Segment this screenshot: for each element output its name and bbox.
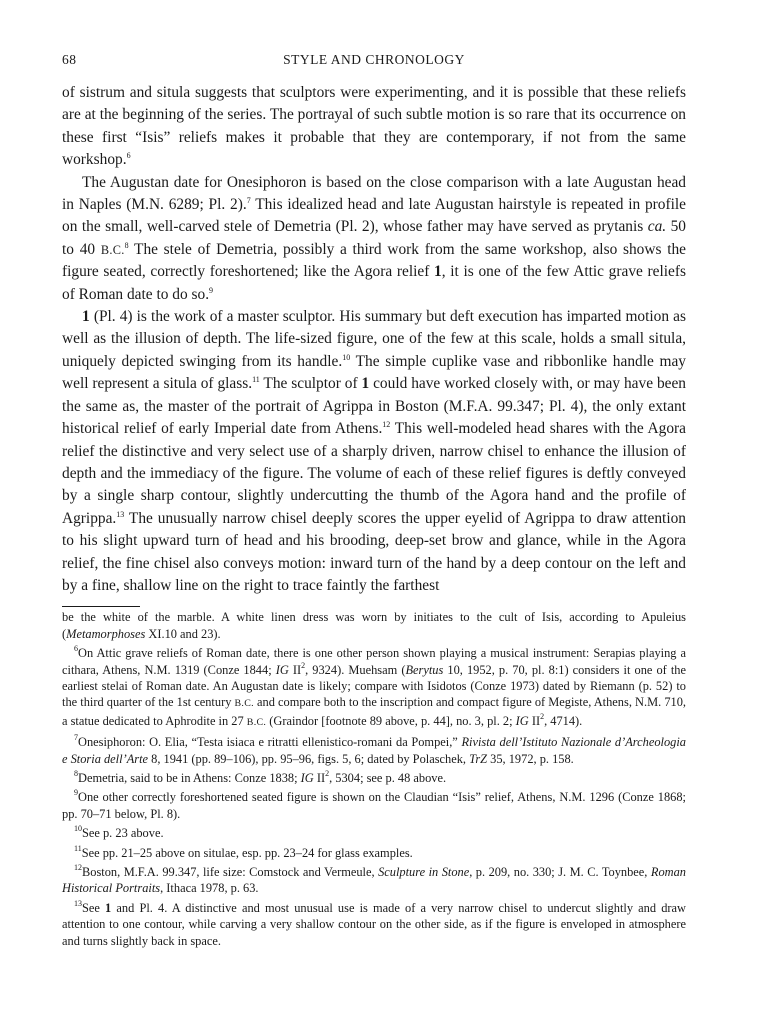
main-text [62, 82, 686, 597]
book-page [62, 52, 686, 952]
paragraph-2: The Augustan date for Onesiphoron is based on the close comparison with a late Augustan head in Naples (M.N. 6289; Pl. 2).$^7$ This idealized head and late Augustan hairstyle is repeated in profile on the small, well-carved stele of Demetria (Pl. 2), whose father may have served as prytanis ca. 50 to 40 B.C.$^8$ The stele of Demetria, possibly a third work from the same workshop, also shows the figure seated, correctly foreshortened; like the Agora relief 1, it is one of the few Attic grave reliefs of Roman date to do so.$^9$ [62, 173, 686, 303]
running-title: STYLE AND CHRONOLOGY [283, 52, 465, 67]
footnote-ref-10[interactable]: 10 [342, 352, 351, 362]
page-number: 68 [62, 52, 77, 67]
footnote-ref-7[interactable]: 7 [246, 196, 251, 206]
footnote-8: $^8$Demetria, said to be in Athens: Conze 1838; IG $II^2$, 5304; see p. 48 above. [74, 769, 447, 785]
running-head [62, 52, 686, 74]
footnote-ref-6[interactable]: 6 [126, 151, 131, 161]
footnote-continuation: be the white of the marble. A white linen dress was worn by initiates to the cult of Isis, according to Apuleius (Metamorphoses XI.10 and 23). [62, 610, 686, 641]
footnote-11: $^{11}$See pp. 21–25 above on situlae, esp. pp. 23–24 for glass examples. [74, 843, 413, 860]
footnote-6: $^6$On Attic grave reliefs of Roman date, there is one other person shown playing a musical instrument: Serapias playing a cithara, Athens, N.M. 1319 (Conze 1844; IG $II^2$, 9324). Muehsam (Berytus 10, 1952, p. 70, pl. 8:1) considers it one of the earliest stelai of Roman date. An Augustan date is likely; compare with Isidotos (Conze 1973) dated by Riemann (p. 52) to the third quarter of the 1st century B.C. and compare both to the inscription and compact figure of Megiste, Athens, N.M. 710, a statue dedicated to Aphrodite in 27 B.C. (Graindor [footnote 89 above, p. 44], no. 3, pl. 2; IG $II^2$, 4714). [62, 644, 686, 728]
footnote-ref-11[interactable]: 11 [252, 375, 260, 385]
footnote-12: $^{12}$Boston, M.F.A. 99.347, life size: Comstock and Vermeule, Sculpture in Stone, p. 209, no. 330; J. M. C. Toynbee, Roman Historical Portraits, Ithaca 1978, p. 63. [62, 863, 686, 896]
footnote-ref-8[interactable]: 8 [124, 240, 129, 250]
footnote-ref-13[interactable]: 13 [116, 509, 125, 519]
footnote-divider [62, 606, 140, 607]
paragraph-3: 1 (Pl. 4) is the work of a master sculptor. His summary but deft execution has imparted motion as well as the illusion of depth. The life-sized figure, one of the few at this scale, holds a small situla, uniquely depicted swinging from its handle.$^{10}$ The simple cuplike vase and ribbonlike handle may well represent a situla of glass.$^{11}$ The sculptor of 1 could have worked closely with, or may have been the same as, the master of the portrait of Agrippa in Boston (M.F.A. 99.347; Pl. 4), the only extant historical relief of early Imperial date from Athens.$^{12}$ This well-modeled head shares with the Agora relief the distinctive and very select use of a sharply driven, narrow chisel to enhance the illusion of depth and the immediacy of the figure. The volume of each of these relief figures is deftly conveyed by a single sharp contour, slightly undercutting the thumb of the Agora hand and the profile of Agrippa.$^{13}$ The unusually narrow chisel deeply scores the upper eyelid of Agrippa to draw attention to his slight upward turn of head and his brooding, deep-set brow and glance, while in the Agora relief, the fine chisel also conveys motion: inward turn of the hand by a deep contour on the left and by a fine, shallow line on the right to trace faintly the farthest [62, 308, 687, 594]
footnote-7: $^7$Onesiphoron: O. Elia, “Testa isiaca e ritratti ellenistico-romani da Pompei,” Rivista dell’Istituto Nazionale d’Archeologia e Storia dell’Arte 8, 1941 (pp. 89–106), pp. 95–96, figs. 5, 6; dated by Polaschek, TrZ 35, 1972, p. 158. [62, 733, 687, 766]
footnote-10: $^{10}$See p. 23 above. [74, 824, 164, 841]
footnote-ref-9[interactable]: 9 [209, 285, 214, 295]
footnote-13: $^{13}$See 1 and Pl. 4. A distinctive and most unusual use is made of a very narrow chisel to undercut slightly and draw attention to one contour, while carving a very shallow contour on the other side, as if the figure is enveloped in atmosphere and turns slightly back in space. [62, 898, 686, 948]
footnotes [62, 609, 686, 949]
paragraph-1: of sistrum and situla suggests that sculptors were experimenting, and it is possible that these reliefs are at the beginning of the series. The portrayal of such subtle motion is so rare that its occurrence on these first “Isis” reliefs makes it probable that they are contemporary, if not from the same workshop.$^6$ [62, 84, 686, 169]
footnote-9: $^9$One other correctly foreshortened seated figure is shown on the Claudian “Isis” relief, Athens, N.M. 1296 (Conze 1868; pp. 70–71 below, Pl. 8). [62, 788, 686, 821]
footnote-ref-12[interactable]: 12 [382, 420, 391, 430]
